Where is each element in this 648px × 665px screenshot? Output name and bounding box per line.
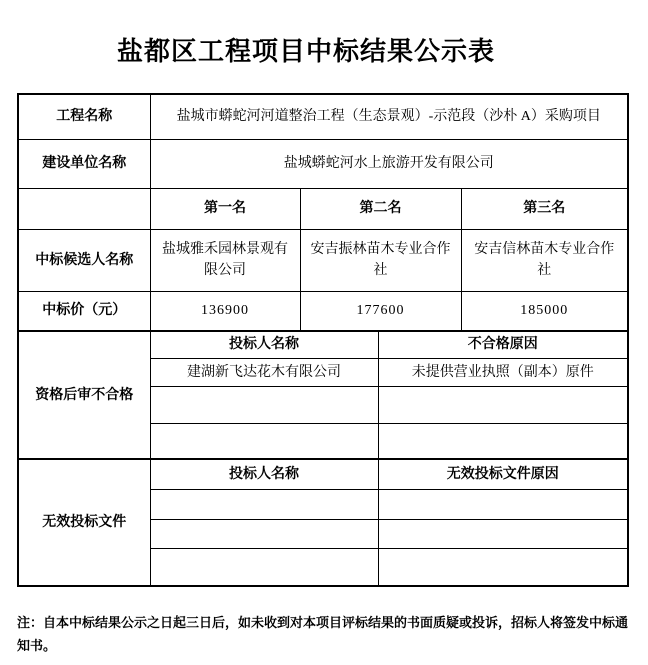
disqualified-section-label: 资格后审不合格 [18,331,150,459]
rank-row-spacer-cell [18,188,150,229]
disqualified-bidder-2 [150,386,378,423]
rank-header-row [18,188,628,229]
candidates-row [18,229,628,291]
invalid-reason-2 [378,519,628,548]
disqualified-reason-2 [378,386,628,423]
candidate-3: 安吉信林苗木专业合作社 [461,229,628,291]
document-title: 盐都区工程项目中标结果公示表 [116,37,495,66]
price-1: 136900 [150,291,300,331]
project-name-row [18,94,628,139]
disqualified-bidder-header: 投标人名称 [150,331,378,358]
project-name-value: 盐城市蟒蛇河河道整治工程（生态景观）-示范段（沙朴 A）采购项目 [150,94,628,139]
invalid-header-row [18,459,628,489]
price-3: 185000 [461,291,628,331]
invalid-reason-1 [378,489,628,519]
disqualified-reason-header: 不合格原因 [378,331,628,358]
price-2: 177600 [300,291,461,331]
invalid-section-label: 无效投标文件 [18,459,150,586]
invalid-bidder-2 [150,519,378,548]
disqualified-reason-3 [378,423,628,459]
footer-note: 注：自本中标结果公示之日起三日后，如未收到对本项目评标结果的书面质疑或投诉，招标人将签发中标通知书。 [17,615,629,653]
candidate-1: 盐城雅禾园林景观有限公司 [150,229,300,291]
disqualified-bidder-1: 建湖新飞达花木有限公司 [150,358,378,386]
price-label: 中标价（元） [18,291,150,331]
invalid-bidder-3 [150,548,378,586]
disqualified-reason-1: 未提供营业执照（副本）原件 [378,358,628,386]
rank-2-header: 第二名 [300,188,461,229]
invalid-reason-3 [378,548,628,586]
invalid-reason-header: 无效投标文件原因 [378,459,628,489]
candidate-2: 安吉振林苗木专业合作社 [300,229,461,291]
disqualified-header-row [18,331,628,358]
disqualified-bidder-3 [150,423,378,459]
rank-3-header: 第三名 [461,188,628,229]
candidates-label: 中标候选人名称 [18,229,150,291]
owner-label: 建设单位名称 [18,139,150,188]
invalid-bidder-1 [150,489,378,519]
price-row [18,291,628,331]
owner-value: 盐城蟒蛇河水上旅游开发有限公司 [150,139,628,188]
bid-result-table [17,93,629,587]
invalid-bidder-header: 投标人名称 [150,459,378,489]
project-name-label: 工程名称 [18,94,150,139]
owner-row [18,139,628,188]
rank-1-header: 第一名 [150,188,300,229]
